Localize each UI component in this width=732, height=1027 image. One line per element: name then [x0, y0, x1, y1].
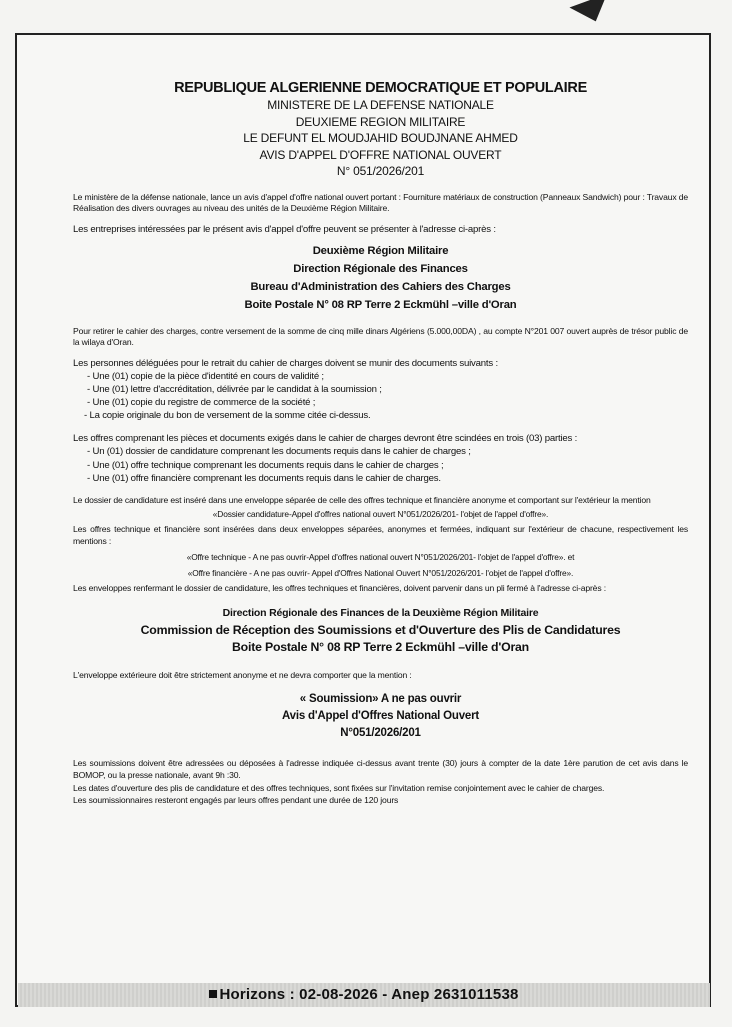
list-item: - Une (01) copie du registre de commerce de la société ; — [87, 396, 316, 408]
notice-header — [73, 80, 688, 180]
address-block-1 — [73, 242, 688, 314]
soumission-line1: « Soumission» A ne pas ouvrir — [299, 693, 462, 706]
soumission-block — [73, 691, 688, 742]
address1-line3: Bureau d'Administration des Cahiers des Charges — [250, 280, 511, 293]
exterieure-paragraph: L'enveloppe extérieure doit être strictement anonyme et ne devra comporter que la mention : — [73, 669, 412, 680]
list-item: - Un (01) dossier de candidature comprenant les documents requis dans le cahier de charges ; — [87, 446, 471, 458]
mention-financiere: «Offre financière - A ne pas ouvrir- Appel d'Offres National Ouvert N°051/2026/201- l'objet de l'appel d'offre». — [187, 568, 574, 579]
final-paragraph-1: Les soumissions doivent être adressées ou déposées à l'adresse indiquée ci-dessus avant trente (30) jours à compter de la date 1ère parution de cet avis dans le BOMOP, ou la presse nationale, avant 9h :30. — [73, 758, 688, 780]
offres-list — [87, 445, 688, 485]
documents-list — [84, 370, 688, 423]
mention-technique: «Offre technique - A ne pas ouvrir-Appel d'offres national ouvert N°051/2026/201- l'objet de l'appel d'offre». et — [186, 552, 575, 563]
list-item: - Une (01) lettre d'accréditation, délivrée par le candidat à la soumission ; — [87, 383, 382, 395]
mention-dossier: «Dossier candidature-Appel d'offres national ouvert N°051/2026/201- l'objet de l'appel d'offre». — [212, 509, 549, 520]
address-block-2 — [73, 605, 688, 656]
corner-mark — [569, 0, 614, 28]
documents-intro: Les personnes déléguées pour le retrait du cahier de charges doivent se munir des documents suivants : — [73, 357, 498, 369]
list-item: - La copie originale du bon de versement de la somme citée ci-dessus. — [84, 410, 371, 422]
soumission-line3: N°051/2026/201 — [340, 727, 421, 740]
final-paragraph-2: Les dates d'ouverture des plis de candidature et des offres techniques, sont fixées sur l'invitation remise conjointement avec le cahier de charges. — [73, 783, 605, 794]
footer-text: Horizons : 02-08-2026 - Anep 2631011538 — [219, 986, 519, 1003]
notice-content — [73, 80, 688, 806]
footer-banner — [18, 983, 710, 1007]
intro-paragraph: Le ministère de la défense nationale, lance un avis d'appel d'offre national ouvert portant : Fourniture matériaux de construction (Panneaux Sandwich) pour : Travaux de Réalisation des divers ouvrages au niveau des unités de la Deuxième Région Militaire. — [73, 191, 688, 213]
address1-line1: Deuxième Région Militaire — [312, 244, 449, 257]
final-paragraph-3: Les soumissionnaires resteront engagés par leurs offres pendant une durée de 120 jours — [73, 794, 399, 805]
notice-type: AVIS D'APPEL D'OFFRE NATIONAL OUVERT — [259, 147, 502, 162]
address2-line3: Boite Postale N° 08 RP Terre 2 Eckmühl –ville d'Oran — [231, 639, 529, 654]
list-item: - Une (01) offre financière comprenant les documents requis dans le cahier de charges. — [87, 472, 441, 484]
notice-number: N° 051/2026/201 — [336, 164, 425, 178]
region-title: DEUXIEME REGION MILITAIRE — [295, 114, 466, 129]
retirer-paragraph: Pour retirer le cahier des charges, contre versement de la somme de cinq mille dinars Algériens (5.000,00DA) , au compte N°201 007 ouvert auprès de trésor public de la wilaya d'Oran. — [73, 325, 688, 347]
offres-intro: Les offres comprenant les pièces et documents exigés dans le cahier de charges devront être scindées en trois (03) parties : — [73, 433, 578, 445]
offres-tech-fin-paragraph: Les offres technique et financière sont insérées dans deux enveloppes séparées, anonymes et fermées, indiquant sur l'extérieur de chacune, respectivement les mentions : — [73, 524, 688, 546]
republic-title: REPUBLIQUE ALGERIENNE DEMOCRATIQUE ET POPULAIRE — [174, 80, 587, 96]
soumission-line2: Avis d'Appel d'Offres National Ouvert — [281, 710, 479, 723]
enveloppes-paragraph: Les enveloppes renfermant le dossier de candidature, les offres techniques et financières, doivent parvenir dans un pli fermé à l'adresse ci-après : — [73, 583, 606, 594]
address2-line1: Direction Régionale des Finances de la Deuxième Région Militaire — [222, 606, 539, 619]
ministry-title: MINISTERE DE LA DEFENSE NATIONALE — [267, 98, 494, 112]
unit-title: LE DEFUNT EL MOUDJAHID BOUDJNANE AHMED — [243, 131, 518, 145]
present-paragraph: Les entreprises intéressées par le présent avis d'appel d'offre peuvent se présenter à l'adresse ci-après : — [73, 223, 496, 235]
list-item: - Une (01) offre technique comprenant les documents requis dans le cahier de charges ; — [87, 459, 444, 471]
square-bullet-icon — [209, 990, 217, 998]
list-item: - Une (01) copie de la pièce d'identité en cours de validité ; — [87, 370, 324, 382]
dossier-paragraph: Le dossier de candidature est inséré dans une enveloppe séparée de celle des offres technique et financière anonyme et comportant sur l'extérieur la mention — [73, 494, 651, 505]
address2-line2: Commission de Réception des Soumissions et d'Ouverture des Plis de Candidatures — [140, 622, 621, 637]
address1-line4: Boite Postale N° 08 RP Terre 2 Eckmühl –ville d'Oran — [244, 298, 517, 311]
address1-line2: Direction Régionale des Finances — [293, 262, 468, 275]
